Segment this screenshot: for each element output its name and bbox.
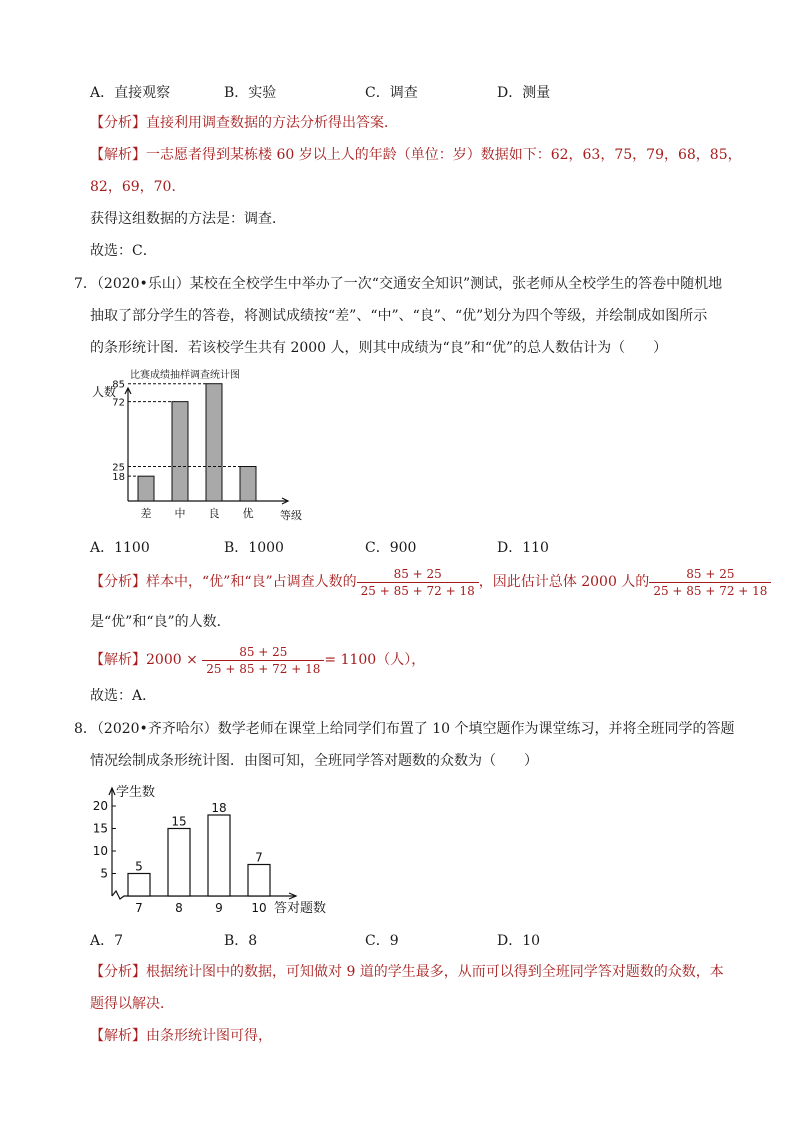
x-tick-label: 9 bbox=[215, 901, 223, 915]
y-tick-label: 10 bbox=[92, 844, 108, 858]
bar-优 bbox=[240, 467, 256, 502]
y-tick-label: 85 bbox=[112, 379, 125, 391]
analysis-tag: 【分析】 bbox=[90, 964, 146, 980]
q6-option-a: A．直接观察 bbox=[90, 85, 171, 101]
q7-analysis-cont: 是“优”和“良”的人数． bbox=[90, 614, 231, 630]
solution-tag: 【解析】 bbox=[90, 147, 146, 163]
q7-option-c: C．900 bbox=[365, 540, 417, 556]
q8-stem-line2: 情况绘制成条形统计图．由图可知，全班同学答对题数的众数为（ ） bbox=[90, 753, 538, 769]
chart-title: 比赛成绩抽样调查统计图 bbox=[130, 370, 240, 381]
q7-option-b: B．1000 bbox=[224, 540, 284, 556]
q6-method: 获得这组数据的方法是：调查． bbox=[90, 211, 286, 227]
q8-option-a: A．7 bbox=[90, 933, 124, 949]
data-label: 15 bbox=[171, 814, 187, 829]
q8-option-c: C．9 bbox=[365, 933, 399, 949]
grade-bar-chart bbox=[90, 366, 320, 526]
analysis-text-mid: ，因此估计总体 2000 人的 bbox=[478, 574, 650, 590]
bar-8 bbox=[168, 829, 190, 897]
q7-answer: 故选：A． bbox=[90, 688, 157, 704]
x-tick-label: 优 bbox=[242, 507, 254, 520]
y-tick-label: 15 bbox=[92, 821, 108, 836]
fraction-numerator: 85 + 25 bbox=[393, 566, 442, 581]
bar-7 bbox=[128, 874, 150, 897]
fraction bbox=[649, 566, 771, 599]
solution-text: 一志愿者得到某栋楼 60 岁以上人的年龄（单位：岁）数据如下：62，63，75，79，68，85， bbox=[146, 147, 742, 163]
bar-良 bbox=[206, 384, 222, 501]
q8-stem-line1: 8．（2020•齐齐哈尔）数学老师在课堂上给同学们布置了 10 个填空题作为课堂练习，并将全班同学的答题 bbox=[74, 721, 735, 737]
x-axis-label: 答对题数 bbox=[274, 901, 327, 916]
y-tick-label: 72 bbox=[112, 397, 125, 409]
fraction-numerator: 85 + 25 bbox=[239, 644, 288, 659]
solution-tag: 【解析】 bbox=[90, 1028, 146, 1044]
bar-差 bbox=[138, 476, 154, 501]
solution-text: 由条形统计图可得， bbox=[146, 1028, 272, 1044]
q8-option-b: B．8 bbox=[224, 933, 258, 949]
solution-tag: 【解析】 bbox=[90, 652, 146, 668]
x-tick-label: 中 bbox=[174, 507, 186, 520]
q7-option-d: D．110 bbox=[497, 540, 549, 556]
q7-stem-line3: 的条形统计图．若该校学生共有 2000 人，则其中成绩为“良”和“优”的总人数估计为（ ） bbox=[90, 340, 668, 356]
data-label: 7 bbox=[255, 850, 263, 865]
bar-中 bbox=[172, 402, 188, 501]
q6-solution bbox=[90, 145, 742, 165]
q8-analysis-cont: 题得以解决． bbox=[90, 996, 174, 1012]
x-axis-label: 等级 bbox=[280, 509, 302, 522]
q6-option-d: D．测量 bbox=[497, 85, 551, 101]
fraction bbox=[202, 644, 324, 677]
bar-10 bbox=[248, 865, 270, 897]
q7-stem-line1: 7．（2020•乐山）某校在全校学生中举办了一次“交通安全知识”测试，张老师从全校学生的答卷中随机地 bbox=[74, 276, 723, 292]
fraction-denominator: 25 + 85 + 72 + 18 bbox=[357, 582, 479, 599]
fraction-numerator: 85 + 25 bbox=[686, 566, 735, 581]
analysis-text: 样本中，“优”和“良”占调查人数的 bbox=[146, 574, 357, 590]
solution-result: = 1100（人）， bbox=[324, 652, 426, 668]
y-tick-label: 5 bbox=[100, 866, 108, 881]
x-tick-label: 差 bbox=[140, 507, 152, 520]
bar-9 bbox=[208, 815, 230, 896]
y-tick-label: 25 bbox=[112, 462, 125, 474]
x-tick-label: 10 bbox=[251, 901, 267, 915]
q7-analysis bbox=[90, 563, 771, 601]
q6-solution-cont: 82，69，70． bbox=[90, 179, 186, 195]
analysis-text: 直接利用调查数据的方法分析得出答案． bbox=[146, 115, 398, 131]
q8-solution bbox=[90, 1026, 272, 1046]
analysis-tag: 【分析】 bbox=[90, 115, 146, 131]
y-tick-label: 20 bbox=[92, 799, 108, 813]
q6-option-c: C．调查 bbox=[365, 85, 418, 101]
q7-solution bbox=[90, 641, 425, 679]
data-label: 18 bbox=[211, 801, 227, 815]
analysis-text: 根据统计图中的数据，可知做对 9 道的学生最多，从而可以得到全班同学答对题数的众数，本 bbox=[146, 964, 724, 980]
y-axis-label: 学生数 bbox=[116, 785, 156, 800]
fraction-denominator: 25 + 85 + 72 + 18 bbox=[649, 582, 771, 599]
x-tick-label: 8 bbox=[175, 901, 183, 915]
q8-analysis bbox=[90, 962, 724, 982]
x-tick-label: 良 bbox=[208, 507, 220, 520]
fraction-denominator: 25 + 85 + 72 + 18 bbox=[202, 660, 324, 677]
x-tick-label: 7 bbox=[135, 901, 143, 915]
fraction bbox=[357, 566, 479, 599]
q6-answer: 故选：C． bbox=[90, 243, 157, 259]
correct-answers-bar-chart bbox=[88, 780, 348, 920]
q7-stem-line2: 抽取了部分学生的答卷，将测试成绩按“差”、“中”、“良”、“优”划分为四个等级，并绘制成如图所示 bbox=[90, 308, 708, 324]
q6-option-b: B．实验 bbox=[224, 85, 277, 101]
y-tick-label: 18 bbox=[112, 472, 125, 484]
analysis-tag: 【分析】 bbox=[90, 574, 146, 590]
q8-option-d: D．10 bbox=[497, 933, 541, 949]
q6-analysis bbox=[90, 113, 398, 133]
data-label: 5 bbox=[135, 859, 143, 874]
q7-option-a: A．1100 bbox=[90, 540, 150, 556]
y-axis-label: 人数 bbox=[92, 385, 117, 399]
solution-expr: 2000 × bbox=[146, 652, 198, 668]
